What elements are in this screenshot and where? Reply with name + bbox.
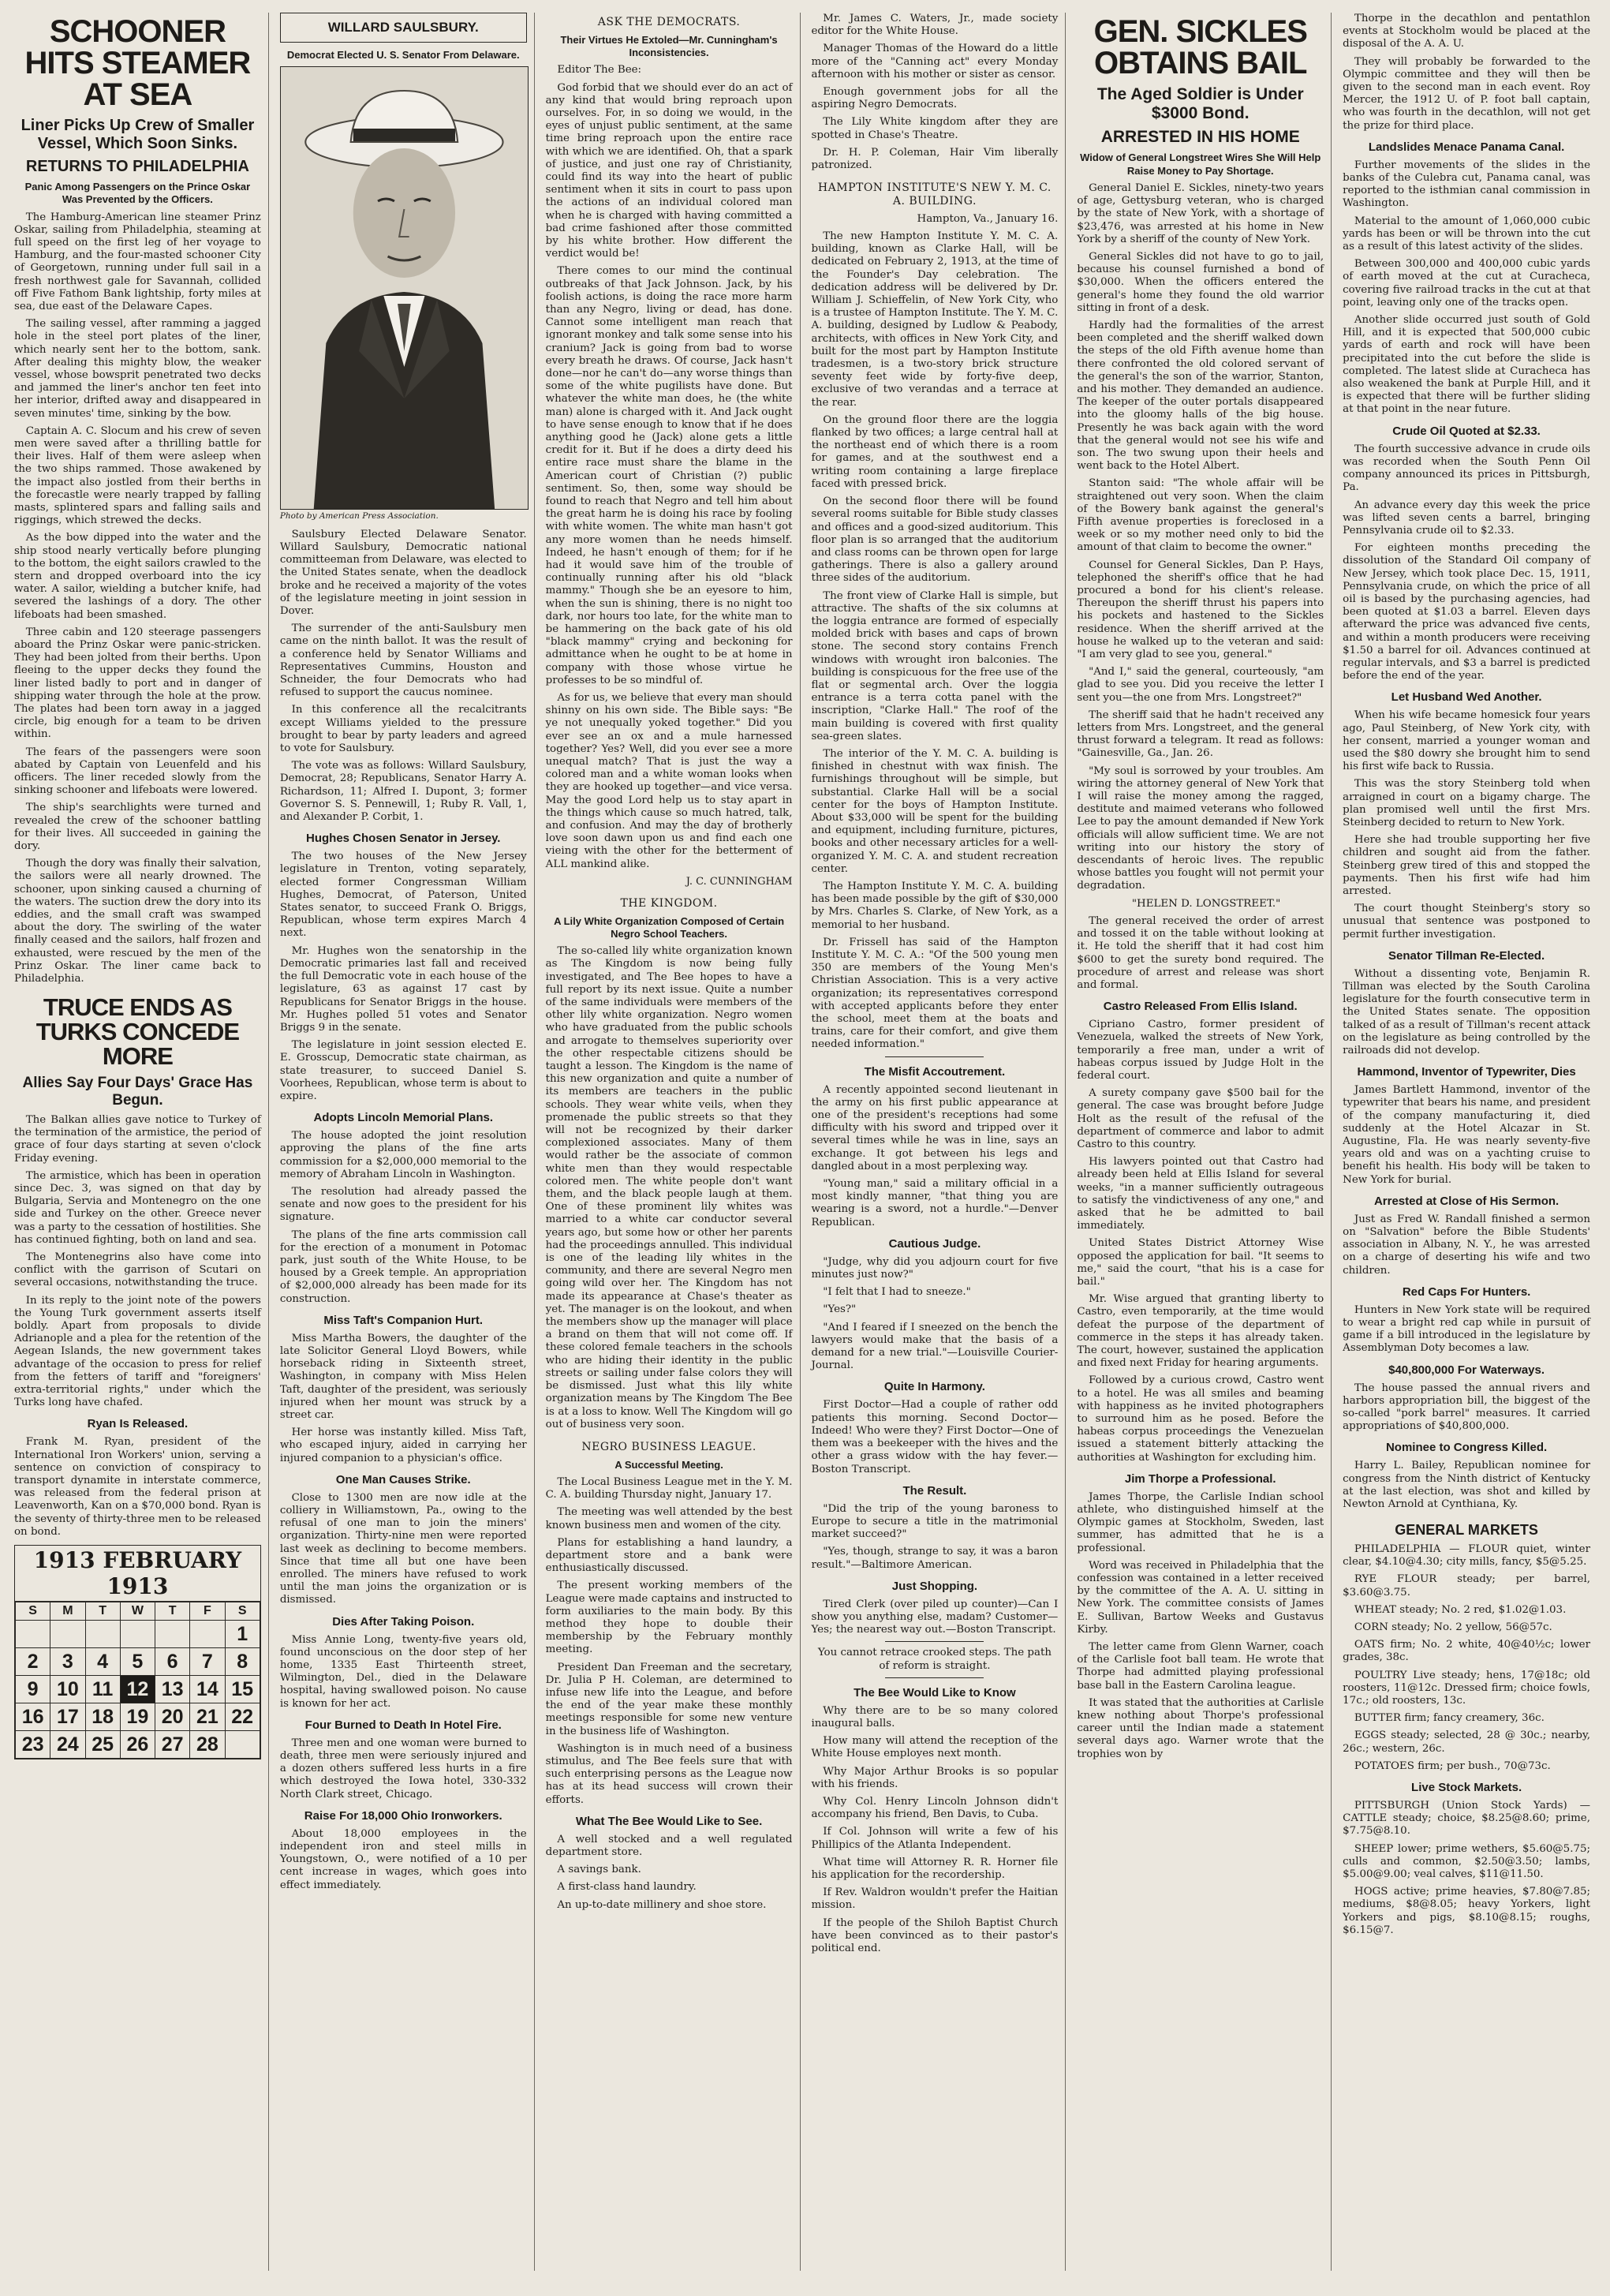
paragraph: What time will Attorney R. R. Horner file his application for the recordership. — [811, 1856, 1059, 1881]
paragraph: The Lily White kingdom after they are spotted in Chase's Theatre. — [811, 116, 1059, 141]
calendar-day: 4 — [85, 1648, 120, 1676]
castro-heading: Castro Released From Ellis Island. — [1103, 1000, 1298, 1014]
calendar-day: 8 — [225, 1648, 260, 1676]
paragraph: A first-class hand laundry. — [557, 1881, 697, 1894]
paragraph: Though the dory was finally their salvation, the sailors were all nearly drowned. The schooner, upon sinking caused a churning of the waters. The suction drew the dory into its eddies, and the small craft was swamped about the dory. The swirling of the water finally ceased and the sailors, half frozen and exhausted, were rescued by the men of the Prinz Oskar. The liner came back to Philadelphia. — [14, 858, 261, 985]
paragraph: A well stocked and a well regulated department store. — [545, 1833, 793, 1859]
league-deck: A Successful Meeting. — [614, 1458, 723, 1471]
calendar-day-header: T — [155, 1602, 190, 1621]
paragraph: The fears of the passengers were soon abated by Captain von Leuenfeld and his officers. The liner receded slowly from the sinking schooner and lifeboats were lowered. — [14, 746, 261, 797]
hammond-heading: Hammond, Inventor of Typewriter, Dies — [1357, 1065, 1576, 1079]
calendar-day — [120, 1621, 155, 1648]
calendar-day: 15 — [225, 1676, 260, 1703]
paragraph: The plans of the fine arts commission call for the erection of a monument in Potomac park, just south of the White House, to be housed by a Greek temple. An appropriation of $2,000,000 already has been made for its construction. — [279, 1228, 527, 1305]
paragraph: As for us, we believe that every man should shinny on his own side. The Bible says: "Be ye not unequally yoked together." Did you ever see an ox and a mule harnessed together? Yes? Well, did you ever see a more unequal match? That is just the way a colored man and a white woman looks when they are hooked up together—and vice versa. May the good Lord help us to stay apart in the things which cause so much hatred, talk, and confusion. And may the day of brotherly love soon dawn upon us and find each one vieing with the other for the betterment of ALL mankind alike. — [545, 692, 793, 870]
paragraph: President Dan Freeman and the secretary, Dr. Julia P H. Coleman, are determined to infuse new life into the League, and before the end of the year make these monthly meetings responsible for some new venture in the business life of Washington. — [545, 1661, 793, 1737]
calendar-day — [50, 1621, 85, 1648]
paragraph: Between 300,000 and 400,000 cubic yards of earth moved at the cut at Curacheca, covering five railroad tracks in the cut at that point, leaving only one of the tracks open. — [1343, 258, 1590, 309]
result-heading: The Result. — [902, 1483, 967, 1498]
paragraph: Enough government jobs for all the aspiring Negro Democrats. — [811, 86, 1059, 111]
hughes-heading: Hughes Chosen Senator in Jersey. — [306, 832, 501, 846]
reform-line: You cannot retrace crooked steps. The path of reform is straight. — [817, 1647, 1052, 1672]
paragraph: Editor The Bee: — [557, 64, 642, 77]
column-5 — [1075, 13, 1332, 2271]
poison-heading: Dies After Taking Poison. — [332, 1614, 475, 1629]
market-line: CORN steady; No. 2 yellow, 56@57c. — [1354, 1621, 1552, 1633]
calendar-day — [155, 1621, 190, 1648]
deck-panic: Panic Among Passengers on the Prince Oskar Was Prevented by the Officers. — [24, 181, 251, 206]
deck-allies: Allies Say Four Days' Grace Has Begun. — [22, 1075, 253, 1109]
market-line: POULTRY Live steady; hens, 17@18c; old roosters, 11@12c. Dressed firm; choice fowls, 17c.; old roosters, 13c. — [1343, 1669, 1590, 1707]
portrait-photo — [280, 66, 529, 510]
paragraph: The Hamburg-American line steamer Prinz Oskar, sailing from Philadelphia, steaming at full speed on the first leg of her voyage to Hamburg, and the four-masted schooner City of Georgetown, running under full sail in a fresh northwest gale for Savannah, collided off Five Fathom Bank lightship, forty miles at sea, due east of the Delaware Capes. — [14, 211, 261, 312]
fire-heading: Four Burned to Death In Hotel Fire. — [304, 1718, 502, 1732]
paragraph: Mr. Hughes won the senatorship in the Democratic primaries last fall and received the full Democratic vote in each house of the legislature, 63 as against 17 cast by Republicans for Senator Briggs in the house. Mr. Hughes polled 51 votes and Senator Briggs 9 in the senate. — [279, 944, 527, 1034]
paragraph: Saulsbury Elected Delaware Senator. Willard Saulsbury, Democratic national committeeman from Delaware, was elected to the United States senate, when the deadlock broke and he received a majority of the votes of the legislature meeting in joint session in Dover. — [279, 528, 527, 618]
paragraph: The present working members of the League were made captains and instructed to form auxiliaries to the main body. By this method they hope to double their membership by the February monthly meeting. — [545, 1580, 793, 1656]
portrait-subtitle: Democrat Elected U. S. Senator From Delaware. — [286, 48, 520, 61]
paragraph: The house adopted the joint resolution approving the plans of the fine arts commission for a $2,000,000 memorial to the memory of Abraham Lincoln in Washington. — [279, 1130, 527, 1180]
paragraph: "Yes?" — [823, 1303, 857, 1316]
slides-heading: Landslides Menace Panama Canal. — [1368, 140, 1565, 154]
headline-sickles: GEN. SICKLES OBTAINS BAIL — [1093, 14, 1307, 80]
paragraph: If Rev. Waldron wouldn't prefer the Haitian mission. — [811, 1887, 1059, 1912]
paragraph: When his wife became homesick four years ago, Paul Steinberg, of New York city, with her consent, married a younger woman and used the $80 dowry she brought him to send his first wife back to Russia. — [1343, 709, 1590, 773]
calendar-day-header: S — [225, 1602, 260, 1621]
paragraph: Harry L. Bailey, Republican nominee for congress from the Ninth district of Kentucky at the last election, was shot and killed by Newton Arnold at Cynthiana, Ky. — [1343, 1460, 1590, 1511]
paragraph: Miss Martha Bowers, the daughter of the late Solicitor General Lloyd Bowers, while horseback riding in Sixteenth street, Washington, in company with Miss Helen Taft, daughter of the president, was seriously injured when her mount was struck by a street car. — [279, 1332, 527, 1421]
paragraph: The Local Business League met in the Y. M. C. A. building Thursday night, January 17. — [545, 1475, 793, 1501]
calendar-day: 20 — [155, 1703, 190, 1731]
paragraph: Counsel for General Sickles, Dan P. Hays, telephoned the sheriff's office that he had procured a bond for his client's release. Thereupon the sheriff thrust his papers into his pockets and hastened to the Sickles residence. When the sheriff arrived at the house he walked up to the veteran and said: "I am very glad to see you, general." — [1077, 559, 1324, 661]
headline-schooner: SCHOONER HITS STEAMER AT SEA — [24, 14, 251, 112]
calendar-day: 10 — [50, 1676, 85, 1703]
paragraph: A recently appointed second lieutenant in the army on his first public appearance at one of the president's receptions had some difficulty with his sword and tripped over it several times while he was in line, says an exchange. It got between his legs and dangled about in a most perplexing way. — [811, 1083, 1059, 1172]
water-heading: $40,800,000 For Waterways. — [1388, 1363, 1545, 1377]
calendar-day: 5 — [120, 1648, 155, 1676]
calendar-day-header: F — [190, 1602, 225, 1621]
democrats-deck: Their Virtues He Extoled—Mr. Cunningham's Inconsistencies. — [560, 33, 778, 59]
paragraph: Manager Thomas of the Howard do a little more of the "Canning act" every Monday afternoon with his mother or sister as censor. — [811, 43, 1059, 80]
raise-heading: Raise For 18,000 Ohio Ironworkers. — [304, 1808, 502, 1823]
market-line: PITTSBURGH (Union Stock Yards) — CATTLE steady; choice, $8.25@8.60; prime, $7.75@8.10. — [1343, 1800, 1590, 1838]
deck-arrested: ARRESTED IN HIS HOME — [1100, 128, 1300, 147]
kingdom-heading: THE KINGDOM. — [620, 896, 718, 910]
paragraph: The resolution had already passed the senate and now goes to the president for his signature. — [279, 1185, 527, 1224]
column-4 — [810, 13, 1066, 2271]
paragraph: The Montenegrins also have come into conflict with the garrison of Scutari on several occasions, notwithstanding the truce. — [14, 1251, 261, 1289]
paragraph: Dr. H. P. Coleman, Hair Vim liberally patronized. — [811, 146, 1059, 172]
column-6 — [1341, 13, 1597, 2271]
paragraph: The house passed the annual rivers and harbors appropriation bill, the biggest of the so-called "pork barrel" measures. It carried appropriations of $40,800,000. — [1343, 1382, 1590, 1433]
paragraph: General Sickles did not have to go to jail, because his counsel furnished a bond of $30,000. When the officers entered the general's home they found the old warrior sitting in front of a desk. — [1077, 250, 1324, 314]
calendar-day-header: W — [120, 1602, 155, 1621]
paragraph: God forbid that we should ever do an act of any kind that would bring reproach upon ourselves. For, in so doing we would, in the eyes of unjust public sentiment, at the same time bring reproach upon the entire race with which we are identified. Oh, that a spark of justice, and just one ray of Christianity, could find its way into the heart of public sentiment when it sits in court to pass upon the actions of an individual colored man when he is charged with having committed a bad crime fashioned after those committed by his white brother. How different the verdict would be! — [545, 81, 793, 260]
paragraph: The interior of the Y. M. C. A. building is finished in chestnut with wax finish. The furnishings throughout will be simple, but substantial. Clarke Hall will be a social center for the boys of Hampton Institute. About $33,000 will be spent for the building and equipment, including furniture, pictures, books and other necessary articles for a well-organized Y. M. C. A. and student recreation center. — [811, 747, 1059, 875]
paragraph: The fourth successive advance in crude oils was recorded when the South Penn Oil company announced its prices in Pittsburgh, Pa. — [1343, 443, 1590, 494]
paragraph: General Daniel E. Sickles, ninety-two years of age, Gettysburg veteran, who is charged by the state of New York, with a shortage of $23,476, was arrested at his home in New York by a sheriff of the county of New York. — [1077, 181, 1324, 245]
calendar-day: 1 — [225, 1621, 260, 1648]
paragraph: If Col. Johnson will write a few of his Phillipics of the Atlanta Independent. — [811, 1826, 1059, 1851]
paragraph: "Judge, why did you adjourn court for five minutes just now?" — [811, 1255, 1059, 1281]
crude-heading: Crude Oil Quoted at $2.33. — [1392, 424, 1541, 438]
paragraph: The armistice, which has been in operation since Dec. 3, was signed on that day by Bulgaria, Servia and Montenegro on the one side and Turkey on the other. Greece never was a party to the cessation of hostilities. She has continued fighting, both on land and sea. — [14, 1169, 261, 1246]
shopping-heading: Just Shopping. — [891, 1579, 978, 1593]
paragraph: Another slide occurred just south of Gold Hill, and it is expected that 500,000 cubic yards of earth and rock will have been precipitated into the cut before the slide is completed. The latest slide at Curacheca has also weakened the bank at Purple Hill, and it is expected that there will be further sliding at that point in the near future. — [1343, 314, 1590, 416]
wed-heading: Let Husband Wed Another. — [1391, 690, 1542, 705]
paragraph: The meeting was well attended by the best known business men and women of the city. — [545, 1506, 793, 1531]
calendar-day-header: M — [50, 1602, 85, 1621]
headline-truce: TRUCE ENDS AS TURKS CONCEDE MORE — [35, 993, 240, 1071]
paragraph: Close to 1300 men are now idle at the colliery in Williamstown, Pa., owing to the refusal of one man to join the miners' organization. Thirty-nine men were reported last week as declining to become members. Since that time all but one have been enrolled. The miners have refused to work until the man joins the organization or is dismissed. — [279, 1491, 527, 1606]
deck-widow: Widow of General Longstreet Wires She Will Help Raise Money to Pay Shortage. — [1080, 151, 1321, 177]
calendar-day: 12 — [120, 1676, 155, 1703]
paragraph: In its reply to the joint note of the powers the Young Turk government asserts itself boldly. Apart from proposals to divide Adrianople and a plea for the retention of the Aegean Islands, the new government takes advantage of the occasion to press for relief from the fetters of tariff and "foreigners' extra-territorial rights," under which the Turks long have chafed. — [14, 1294, 261, 1409]
calendar-day: 18 — [85, 1703, 120, 1731]
hampton-heading: HAMPTON INSTITUTE'S NEW Y. M. C. A. BUILDING. — [817, 181, 1052, 208]
deck-liner: Liner Picks Up Crew of Smaller Vessel, Which Soon Sinks. — [21, 117, 255, 152]
calendar-day: 19 — [120, 1703, 155, 1731]
paragraph: About 18,000 employees in the independent iron and steel mills in Youngstown, O., were notified of a 10 per cent increase in wages, which goes into effect immediately. — [279, 1827, 527, 1891]
paragraph: Hunters in New York state will be required to wear a bright red cap while in pursuit of game if a bill introduced in the legislature by Assemblyman Doty becomes a law. — [1343, 1303, 1590, 1355]
column-3 — [544, 13, 801, 2271]
market-line: OATS firm; No. 2 white, 40@40½c; lower grades, 38c. — [1343, 1639, 1590, 1664]
paragraph: The ship's searchlights were turned and revealed the crew of the schooner battling for their lives. All succeeded in gaining the dory. — [14, 802, 261, 853]
kingdom-deck: A Lily White Organization Composed of Certain Negro School Teachers. — [554, 914, 785, 940]
calendar-day: 9 — [16, 1676, 50, 1703]
paragraph: How many will attend the reception of the White House employes next month. — [811, 1735, 1059, 1760]
thorpe-heading: Jim Thorpe a Professional. — [1124, 1471, 1276, 1486]
calendar — [14, 1545, 261, 1759]
paragraph: The letter came from Glenn Warner, coach of the Carlisle foot ball team. He wrote that Thorpe had admitted playing professional base ball in the Eastern Carolina league. — [1077, 1641, 1324, 1692]
market-line: WHEAT steady; No. 2 red, $1.02@1.03. — [1354, 1603, 1567, 1616]
calendar-day: 26 — [120, 1731, 155, 1759]
paragraph: Washington is in much need of a business stimulus, and The Bee feels sure that with such enterprising persons as the League now has at its head success will crown their efforts. — [545, 1742, 793, 1806]
calendar-day — [190, 1621, 225, 1648]
calendar-day: 6 — [155, 1648, 190, 1676]
paragraph: "And I feared if I sneezed on the bench the lawyers would make that the basis of a demand for a new trial."—Louisville Courier-Journal. — [811, 1321, 1059, 1372]
paragraph: "I felt that I had to sneeze." — [823, 1286, 971, 1299]
paragraph: In this conference all the recalcitrants except Williams yielded to the pressure brought to bear by party leaders and agreed to vote for Saulsbury. — [279, 704, 527, 755]
calendar-day: 21 — [190, 1703, 225, 1731]
paragraph: Miss Annie Long, twenty-five years old, found unconscious on the door step of her home, 1335 East Thirteenth street, Wilmington, Del., died in the Delaware hospital, having swallowed poison. No cause is known for her act. — [279, 1633, 527, 1710]
paragraph: As the bow dipped into the water and the ship stood nearly vertically before plunging to the bottom, the eight sailors crawled to the stern and dropped overboard into the icy water. A sailor, wielding a butcher knife, had severed the lashings of a dory. The other lifeboats had been smashed. — [14, 532, 261, 621]
cautious-heading: Cautious Judge. — [888, 1236, 981, 1251]
lincoln-heading: Adopts Lincoln Memorial Plans. — [313, 1111, 493, 1125]
market-line: SHEEP lower; prime wethers, $5.60@5.75; culls and common, $2.50@3.50; lambs, $5.00@9.00; veal calves, $11@11.50. — [1343, 1842, 1590, 1881]
paragraph: Three cabin and 120 steerage passengers aboard the Prinz Oskar were panic-stricken. They had been jolted from their berths. Upon fleeing to the upper decks they found the liner listed badly to port and in danger of shipping water through the hole at the prow. The plates had been torn away in a jagged circle, big enough for a team to be driven within. — [14, 626, 261, 741]
paragraph: The front view of Clarke Hall is simple, but attractive. The shafts of the six columns at the loggia entrance are formed of especially molded brick with bases and caps of brown stone. The second story contains French windows with wrought iron balconies. The building is conspicuous for the free use of the flat or segmental arch. Over the loggia entrance is a terra cotta panel with the inscription, "Clarke Hall." The roof of the main building is covered with first quality sea-green slates. — [811, 589, 1059, 742]
calendar-day: 24 — [50, 1731, 85, 1759]
paragraph: Stanton said: "The whole affair will be straightened out very soon. When the claim of the Bowery bank against the general's Fifth avenue properties is foreclosed in a week or so my mother need only to bid the amount of that claim to become the owner." — [1077, 477, 1324, 554]
paragraph: The new Hampton Institute Y. M. C. A. building, known as Clarke Hall, will be dedicated on February 2, 1913, at the time of the Founder's Day celebration. The dedication address will be delivered by Dr. William J. Schieffelin, of New York City, who is a trustee of Hampton Institute. The Y. M. C. A. building, designed by Ludlow & Peabody, architects, with offices in New York City, and built for the most part by Hampton Institute tradesmen, is a two-story brick structure seventy feet wide by forty-five deep, exclusive of two verandas and a terrace at the rear. — [811, 230, 1059, 409]
ryan-heading: Ryan Is Released. — [87, 1417, 189, 1431]
divider — [885, 1056, 984, 1057]
paragraph: The so-called lily white organization known as The Kingdom is now being fully investigated, and The Bee hopes to have a full report by its next issue. Quite a number of the same individuals were members of the other lily white organization. Negro women who have graduated from the public schools and arrogate to themselves superiority over the other respectable citizens should be taught a lesson. The Kingdom is the name of this new organization and quite a number of its members are teachers in the public schools. They wear white veils, when they promenade the public streets so that they will not be recognized by their darker complexioned associates. Many of them would rather be the associate of common white men than they would respectable colored men. The white people don't want them, and the black people laugh at them. One of these prominent lily whites was married to a white car conductor several years ago, but some how or other her parents had the proceedings annulled. This individual is one of the leading lily whites in the community, and there are several Negro men going wild over her. The Kingdom has not made its appearance at Chase's theater as yet. The manager is on the lookout, and when the members show up the manager will place a brand on them that will not come off. If these colored female teachers in the schools who are hiding their identity in the public streets or sailing under false colors they will be dismissed. Just what this lily white organization means by The Kingdom The Bee is at a loss to know. Well The Kingdom will go out of business very soon. — [545, 945, 793, 1430]
paragraph: Captain A. C. Slocum and his crew of seven men were saved after a thrilling battle for their lives. Half of them were asleep when the two ships rammed. Those awakened by the impact also jostled from their berths in the forecastle were nearly trapped by falling masts, splintered spars and falling sails and riggings, which strewed the decks. — [14, 424, 261, 527]
paragraph: It was stated that the authorities at Carlisle knew nothing about Thorpe's professional career until the Indian made a statement several days ago. Warner wrote that the trophies won by — [1077, 1696, 1324, 1760]
market-line: POTATOES firm; per bush., 70@73c. — [1354, 1759, 1551, 1772]
paragraph: "My soul is sorrowed by your troubles. Am wiring the attorney general of New York that I will raise the money among the ragged, destitute and maimed veterans who followed Lee to pay the amount demanded if New York officials will allow sufficient time. We are not writing into our history the story of descendants of heroic lives. The republic whose battles you fought will not permit your degradation. — [1077, 765, 1324, 892]
paragraph: Three men and one woman were burned to death, three men were seriously injured and a dozen others suffered less hurts in a fire which destroyed the Iowa hotel, 330-332 North Clark street, Chicago. — [279, 1737, 527, 1801]
democrats-heading: ASK THE DEMOCRATS. — [597, 16, 741, 28]
sermon-heading: Arrested at Close of His Sermon. — [1373, 1194, 1560, 1208]
calendar-day: 7 — [190, 1648, 225, 1676]
column-1 — [13, 13, 269, 2271]
calendar-day: 14 — [190, 1676, 225, 1703]
calendar-day-header: T — [85, 1602, 120, 1621]
paragraph: Followed by a curious crowd, Castro went to a hotel. He was all smiles and beaming with happiness as he invited photographers to surround him as he posed. Before the habeas corpus proceedings the Venezuelan issued a statement bitterly attacking the authorities at Washington for excluding him. — [1077, 1374, 1324, 1464]
calendar-grid — [15, 1602, 260, 1759]
paragraph: James Thorpe, the Carlisle Indian school athlete, who distinguished himself at the Olympic games at Stockholm, Sweden, last summer, has admitted that he is a professional. — [1077, 1490, 1324, 1554]
paragraph: "Did the trip of the young baroness to Europe to secure a title in the matrimonial market succeed?" — [811, 1502, 1059, 1541]
markets-heading: GENERAL MARKETS — [1395, 1522, 1538, 1539]
portrait-title: WILLARD SAULSBURY. — [327, 20, 479, 35]
calendar-day: 28 — [190, 1731, 225, 1759]
paragraph: James Bartlett Hammond, inventor of the typewriter that bears his name, and president of the company manufacturing it, died suddenly at the Hotel Alcazar in St. Augustine, Fla. He was nearly seventy-five years old and was on a yachting cruise to benefit his health. His body will be taken to New York for burial. — [1343, 1084, 1590, 1186]
calendar-day: 17 — [50, 1703, 85, 1731]
paragraph: Plans for establishing a hand laundry, a department store and a bank were enthusiastically discussed. — [545, 1536, 793, 1575]
divider — [885, 1641, 984, 1642]
calendar-day — [225, 1731, 260, 1759]
paragraph: His lawyers pointed out that Castro had already been held at Ellis Island for several weeks, "in a manner sufficiently outrageous to satisfy the vindictiveness of any one," and asked that he be admitted to bail immediately. — [1077, 1156, 1324, 1232]
nominee-heading: Nominee to Congress Killed. — [1385, 1441, 1548, 1455]
paragraph: First Doctor—Had a couple of rather odd patients this morning. Second Doctor—Indeed! Who were they? First Doctor—One of them was a beekeeper with the hives and the other a grass widow with the hay fever.—Boston Transcript. — [811, 1399, 1059, 1475]
paragraph: The surrender of the anti-Saulsbury men came on the ninth ballot. It was the result of a conference held by Senator Williams and Representatives Cummins, Houston and Schneider, the four Democrats who had refused to support the caucus nominee. — [279, 623, 527, 699]
paragraph: Just as Fred W. Randall finished a sermon on "Salvation" before the Bible Students' association in Albany, N. Y., he was arrested on a charge of deserting his wife and two children. — [1343, 1213, 1590, 1277]
paragraph: For eighteen months preceding the dissolution of the Standard Oil company of New Jersey, which took place Dec. 15, 1911, Pennsylvania crude, on which the price of all oil is based by the purchasing agencies, had been quoted at $1.03 a barrel. Eleven days afterward the price was advanced five cents, and within a month producers were receiving $1.50 a barrel for oil. Advances continued at regular intervals, and $3 a barrel is predicted before the end of the year. — [1343, 542, 1590, 682]
paragraph: Tired Clerk (over piled up counter)—Can I show you anything else, madam? Customer—Yes; the nearest way out.—Boston Transcript. — [811, 1598, 1059, 1636]
paragraph: On the second floor there will be found several rooms suitable for Bible study classes and offices and a good-sized auditorium. This floor plan is so arranged that the auditorium and class rooms can be thrown open for large gatherings. There is also a gallery around three sides of the auditorium. — [811, 495, 1059, 585]
dateline: Hampton, Va., January 16. — [917, 212, 1059, 225]
paragraph: Thorpe in the decathlon and pentathlon events at Stockholm would be placed at the disposal of the A. A. U. — [1343, 13, 1590, 50]
bee-see-heading: What The Bee Would Like to See. — [575, 1814, 763, 1828]
newspaper-page — [13, 13, 1597, 2271]
market-line: PHILADELPHIA — FLOUR quiet, winter clear, $4.10@4.30; city mills, fancy, $5@5.25. — [1343, 1543, 1590, 1569]
paragraph: Word was received in Philadelphia that the confession was contained in a letter received by the committee of the A. A. U. sitting in New York. The committee consists of James E. Sullivan, Bartow Weeks and Gustavus Kirby. — [1077, 1559, 1324, 1636]
paragraph: The two houses of the New Jersey legislature in Trenton, voting separately, elected former Congressman William Hughes, Democrat, of Paterson, United States senator, to succeed Frank O. Briggs, Republican, whose term expires March 4 next. — [279, 851, 527, 940]
paragraph: Cipriano Castro, former president of Venezuela, walked the streets of New York, temporarily a free man, under a writ of habeas corpus issued by Judge Holt in the federal court. — [1077, 1019, 1324, 1082]
paragraph: "And I," said the general, courteously, "am glad to see you. Did you receive the letter I sent you—the one from Mrs. Longstreet?" — [1077, 666, 1324, 704]
divider — [885, 1677, 984, 1678]
calendar-day: 13 — [155, 1676, 190, 1703]
paragraph: On the ground floor there are the loggia flanked by two offices; a large central hall at the northeast end of which there is a room for games, and at the southwest end a writing room containing a large fireplace faced with pressed brick. — [811, 413, 1059, 490]
stock-heading: Live Stock Markets. — [1411, 1781, 1522, 1795]
portrait-title-box — [280, 13, 527, 43]
paragraph: They will probably be forwarded to the Olympic committee and they will then be given to the second man in each event. Roy Mercer, the 1912 U. of P. foot ball captain, who was fourth in the decathlon, will not get the prize for third place. — [1343, 55, 1590, 132]
calendar-day: 16 — [16, 1703, 50, 1731]
paragraph: Her horse was instantly killed. Miss Taft, who escaped injury, aided in carrying her injured companion to a physician's office. — [279, 1427, 527, 1464]
paragraph: An advance every day this week the price was lifted seven cents a barrel, bringing Pennsylvania crude oil to $2.33. — [1343, 499, 1590, 537]
byline: J. C. CUNNINGHAM — [685, 875, 793, 888]
paragraph: Dr. Frissell has said of the Hampton Institute Y. M. C. A.: "Of the 500 young men 350 are members of the Young Men's Christian Association. This is a very active organization; its representatives correspond with accepted applicants before they enter the school, meet them at the boats and trains, care for their comfort, and give them needed information." — [811, 936, 1059, 1051]
paragraph: An up-to-date millinery and shoe store. — [557, 1898, 767, 1911]
paragraph: Why Major Arthur Brooks is so popular with his friends. — [811, 1765, 1059, 1790]
paragraph: The vote was as follows: Willard Saulsbury, Democrat, 28; Republicans, Senator Harry A. Richardson, 11; Alfred I. Dupont, 3; former Governor S. S. Pennewill, 1; Ruby R. Vall, 1, and Alexander P. Corbit, 1. — [279, 760, 527, 824]
calendar-day: 22 — [225, 1703, 260, 1731]
calendar-day: 27 — [155, 1731, 190, 1759]
paragraph: If the people of the Shiloh Baptist Church have been convinced as to their pastor's political end. — [811, 1916, 1059, 1954]
calendar-day: 23 — [16, 1731, 50, 1759]
calendar-day: 3 — [50, 1648, 85, 1676]
deck-returns: RETURNS TO PHILADELPHIA — [25, 158, 249, 175]
paragraph: The sailing vessel, after ramming a jagged hole in the steel port plates of the liner, which nearly sent her to the bottom, sank. After dealing this mighty blow, the weaker vessel, whose bowsprit penetrated two decks and jammed the liner's anchor ten feet into her interior, drifted away and disappeared in seven minutes' time, sinking by the bow. — [14, 318, 261, 420]
paragraph: There comes to our mind the continual outbreaks of that Jack Johnson. Jack, by his foolish actions, is doing the race more harm than any Negro, living or dead, has done. Cannot some intelligent man reach that ignorant monkey and talk some sense into his cranium? Jack is going from bad to worse every breath he draws. Of course, Jack hasn't done—nor he can't do—any worse things than some of the white pugilists have done. But whatever the white man does, he (the white man) alone is charged with it. And Jack ought to have sense enough to know that if he does anything good he (Jack) alone gets a little credit for it. But if he does a dirty deed his entire race must share the blame in the American court of Christian (?) public sentiment. So, then, some way should be found to reach that Negro and tell him about the great harm he is doing his race by fooling with white women. The white man hasn't got any more women than he needs himself. Indeed, he hasn't enough of them; for if he had it would save him of the trouble of continually running after his old "black mammy." Though she be an eyesore to him, when the sun is shining, there is no night too dark, nor hours too late, for the white man to be hammering on the back gate of his old "black mammy" crying and beckoning for admittance when he ought to be at home in company with those whose virtue he professes to be so mindful of. — [545, 265, 793, 686]
paragraph: Material to the amount of 1,060,000 cubic yards has been or will be thrown into the cut as a result of this latest activity of the slides. — [1343, 215, 1590, 253]
caps-heading: Red Caps For Hunters. — [1402, 1284, 1531, 1299]
calendar-day-header: S — [16, 1602, 50, 1621]
calendar-day: 25 — [85, 1731, 120, 1759]
paragraph: The legislature in joint session elected E. E. Grosscup, Democratic state chairman, as state treasurer, to succeed Daniel S. Voorhees, Republican, whose term is about to expire. — [279, 1039, 527, 1102]
paragraph: Without a dissenting vote, Benjamin R. Tillman was elected by the South Carolina legislature for the fourth consecutive term in the United States senate. The opposition talked of as a result of Tillman's recent attack on the legislature as being controlled by the railroads did not develop. — [1343, 967, 1590, 1057]
paragraph: Why there are to be so many colored inaugural balls. — [811, 1704, 1059, 1729]
paragraph: The court thought Steinberg's story so unusual that sentence was postponed to permit further investigation. — [1343, 903, 1590, 940]
column-2 — [278, 13, 535, 2271]
league-heading: NEGRO BUSINESS LEAGUE. — [581, 1440, 756, 1453]
paragraph: Here she had trouble supporting her five children and sought aid from the father. Steinberg grew tired of this and stopped the payments. Then his first wife had him arrested. — [1343, 834, 1590, 897]
market-line: BUTTER firm; fancy creamery, 36c. — [1354, 1712, 1545, 1725]
taft-heading: Miss Taft's Companion Hurt. — [323, 1313, 484, 1327]
paragraph: The Hampton Institute Y. M. C. A. building has been made possible by the gift of $30,000 by Mrs. Charles S. Clarke, of New York, as a memorial to her husband. — [811, 880, 1059, 931]
paragraph: Frank M. Ryan, president of the International Iron Workers' union, serving a sentence on conviction of conspiracy to transport dynamite in interstate commerce, was released from the federal prison at Leavenworth, Kan on a $70,000 bond. Ryan is the seventy of thirty-three men to be released on bond. — [14, 1436, 261, 1538]
paragraph: Mr. James C. Waters, Jr., made society editor for the White House. — [811, 13, 1059, 38]
paragraph: A surety company gave $500 bail for the general. The case was brought before Judge Holt as the result of the refusal of the department of commerce and labor to admit Castro to this country. — [1077, 1087, 1324, 1150]
paragraph: A savings bank. — [557, 1864, 641, 1876]
paragraph: Mr. Wise argued that granting liberty to Castro, even temporarily, at the time would defeat the purpose of the department of commerce in the steps it has already taken. The court, however, sustained the application and fixed next Friday for hearing arguments. — [1077, 1293, 1324, 1370]
calendar-title: 1913 FEBRUARY 1913 — [15, 1546, 260, 1602]
paragraph: The sheriff said that he hadn't received any letters from Mrs. Longstreet, and the general thrust forward a telegram. It read as follows: "Gainesville, Ga., Jan. 26. — [1077, 709, 1324, 760]
paragraph: The general received the order of arrest and tossed it on the table without looking at it. He told the sheriff that it had cost him $600 to get the surety bond required. The procedure of arrest and release was short and formal. — [1077, 914, 1324, 991]
paragraph: Hardly had the formalities of the arrest been completed and the sheriff walked down the steps of the old Fifth avenue home than there confronted the old colored servant of the general's the son of the warrior, Stanton, and his mother. They demanded an audience. The keeper of the outer portals disappeared into the gloomy halls of the big house. Presently he was back again with the word that the general would not see his wife and son. The two swung upon their heels and went back to the Hotel Albert. — [1077, 319, 1324, 473]
misfit-heading: The Misfit Accoutrement. — [864, 1064, 1006, 1079]
paragraph: "Young man," said a military official in a most kindly manner, "that thing you are wearing is a sword, not a hurdle."—Denver Republican. — [811, 1178, 1059, 1228]
photo-credit: Photo by American Press Association. — [279, 510, 439, 521]
signature: "HELEN D. LONGSTREET." — [1131, 897, 1281, 910]
strike-heading: One Man Causes Strike. — [335, 1472, 471, 1486]
market-line: HOGS active; prime heavies, $7.80@7.85; mediums, $8@8.05; heavy Yorkers, light Yorkers and pigs, $8.10@8.15; roughs, $6.15@7. — [1343, 1886, 1590, 1936]
deck-aged-soldier: The Aged Soldier is Under $3000 Bond. — [1096, 85, 1304, 123]
market-line: EGGS steady; selected, 28 @ 30c.; nearby, 26c.; western, 26c. — [1343, 1729, 1590, 1755]
calendar-day: 11 — [85, 1676, 120, 1703]
paragraph: "Yes, though, strange to say, it was a baron result."—Baltimore American. — [811, 1546, 1059, 1571]
bee-know-heading: The Bee Would Like to Know — [854, 1685, 1016, 1700]
calendar-day: 2 — [16, 1648, 50, 1676]
market-line: RYE FLOUR steady; per barrel, $3.60@3.75. — [1343, 1573, 1590, 1599]
paragraph: The Balkan allies gave notice to Turkey of the termination of the armistice, the period of grace of four days starting at seven o'clock Friday evening. — [14, 1113, 261, 1165]
paragraph: United States District Attorney Wise opposed the application for bail. "It seems to me," said the court, "that his is a case for bail." — [1077, 1237, 1324, 1288]
paragraph: Further movements of the slides in the banks of the Culebra cut, Panama canal, was reported to the isthmian canal commission in Washington. — [1343, 159, 1590, 210]
calendar-day — [16, 1621, 50, 1648]
paragraph: Why Col. Henry Lincoln Johnson didn't accompany his friend, Ben Davis, to Cuba. — [811, 1795, 1059, 1821]
harmony-heading: Quite In Harmony. — [883, 1380, 985, 1394]
calendar-day — [85, 1621, 120, 1648]
paragraph: This was the story Steinberg told when arraigned in court on a bigamy charge. The plan promised well until the first Mrs. Steinberg decided to return to New York. — [1343, 778, 1590, 828]
portrait-man-icon — [281, 67, 528, 509]
tillman-heading: Senator Tillman Re-Elected. — [1388, 948, 1545, 963]
